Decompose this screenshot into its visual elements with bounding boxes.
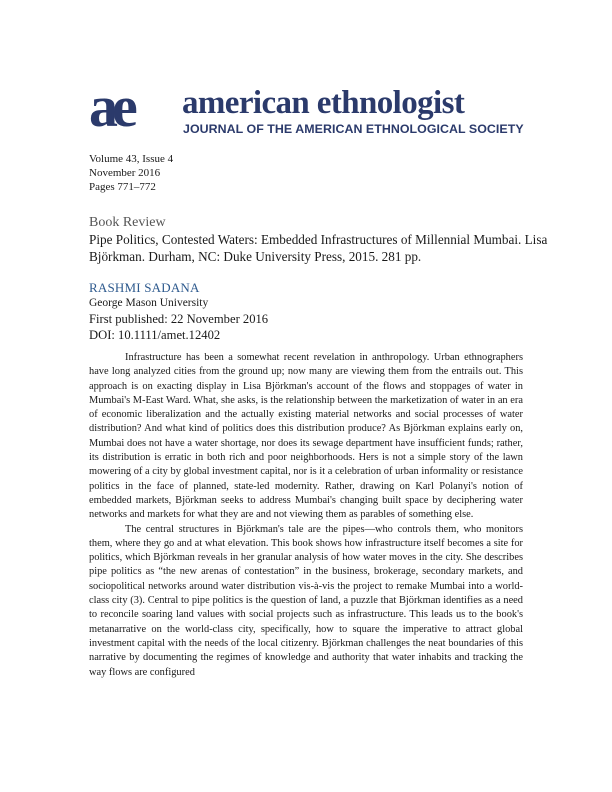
body-paragraph: The central structures in Björkman's tale are the pipes—who controls them, who monitors them, where they go and at what elevation. This book shows how infrastructure itself becomes a site for politics, which Björkman reveals in her granular analysis of how water moves in the city. She describes pipe politics as “the new arenas of contestation” in the business, brokerage, secondary markets, and sociopolitical networks around water distribution vis-à-vis the project to remake Mumbai into a world-class city (3). Central to pipe politics is the question of land, a puzzle that Björkman identifies as a need to reconcile soaring land values with social projects such as infrastructure. This leads us to the book's metanarrative on the world-class city, specifically, how to square the imperative to attract global investment capital with the needs of the local citizenry. Björkman challenges the neat boundaries of this narrative by documenting the regimes of knowledge and authority that water inhabits and tracking the way flows are configured	[89, 523, 523, 678]
journal-name: american ethnologist	[182, 85, 465, 121]
volume-issue: Volume 43, Issue 4	[89, 153, 174, 165]
author-name[interactable]: RASHMI SADANA	[89, 280, 200, 295]
author-affiliation: George Mason University	[89, 297, 209, 309]
section-label: Book Review	[89, 215, 166, 230]
issue-info	[89, 152, 173, 194]
doi-link[interactable]: DOI: 10.1111/amet.12402	[89, 328, 221, 342]
first-published-date: First published: 22 November 2016	[89, 312, 269, 326]
ae-logo: ae	[89, 74, 132, 139]
journal-masthead	[89, 74, 539, 144]
issue-date: November 2016	[89, 167, 161, 179]
body-paragraph: Infrastructure has been a somewhat recent revelation in anthropology. Urban ethnographers have long analyzed cities from the ground up; now many are viewing them from the entrails out. This approach is on exacting display in Lisa Björkman's account of the flows and stoppages of water in Mumbai's M-East Ward. What, she asks, is the relationship between the marketization of water in an era of economic liberalization and the actually existing material networks and social processes of water distribution? And what kind of politics does this distribution produce? As Björkman explains early on, Mumbai does not have a water shortage, nor does its sewage department have insufficient funds; rather, its distribution is erratic in both rich and poor neighborhoods. Hers is not a simple story of the lawn mowering of a city by global investment capital, nor is it a celebration of urban informality or resistance politics in the face of planned, state-led modernity. Rather, drawing on Karl Polanyi's notion of embedded markets, Björkman seeks to address Mumbai's changing built space by deciphering water networks and markets for what they are and not viewing them as parables of something else.	[89, 352, 523, 521]
page-range: Pages 771–772	[89, 181, 156, 193]
journal-subtitle: JOURNAL OF THE AMERICAN ETHNOLOGICAL SOCIETY	[183, 122, 524, 136]
review-title: Pipe Politics, Contested Waters: Embedded Infrastructures of Millennial Mumbai. Lisa Björkman. Durham, NC: Duke University Press, 2015. 281 pp.	[89, 232, 548, 264]
article-body	[89, 351, 523, 680]
